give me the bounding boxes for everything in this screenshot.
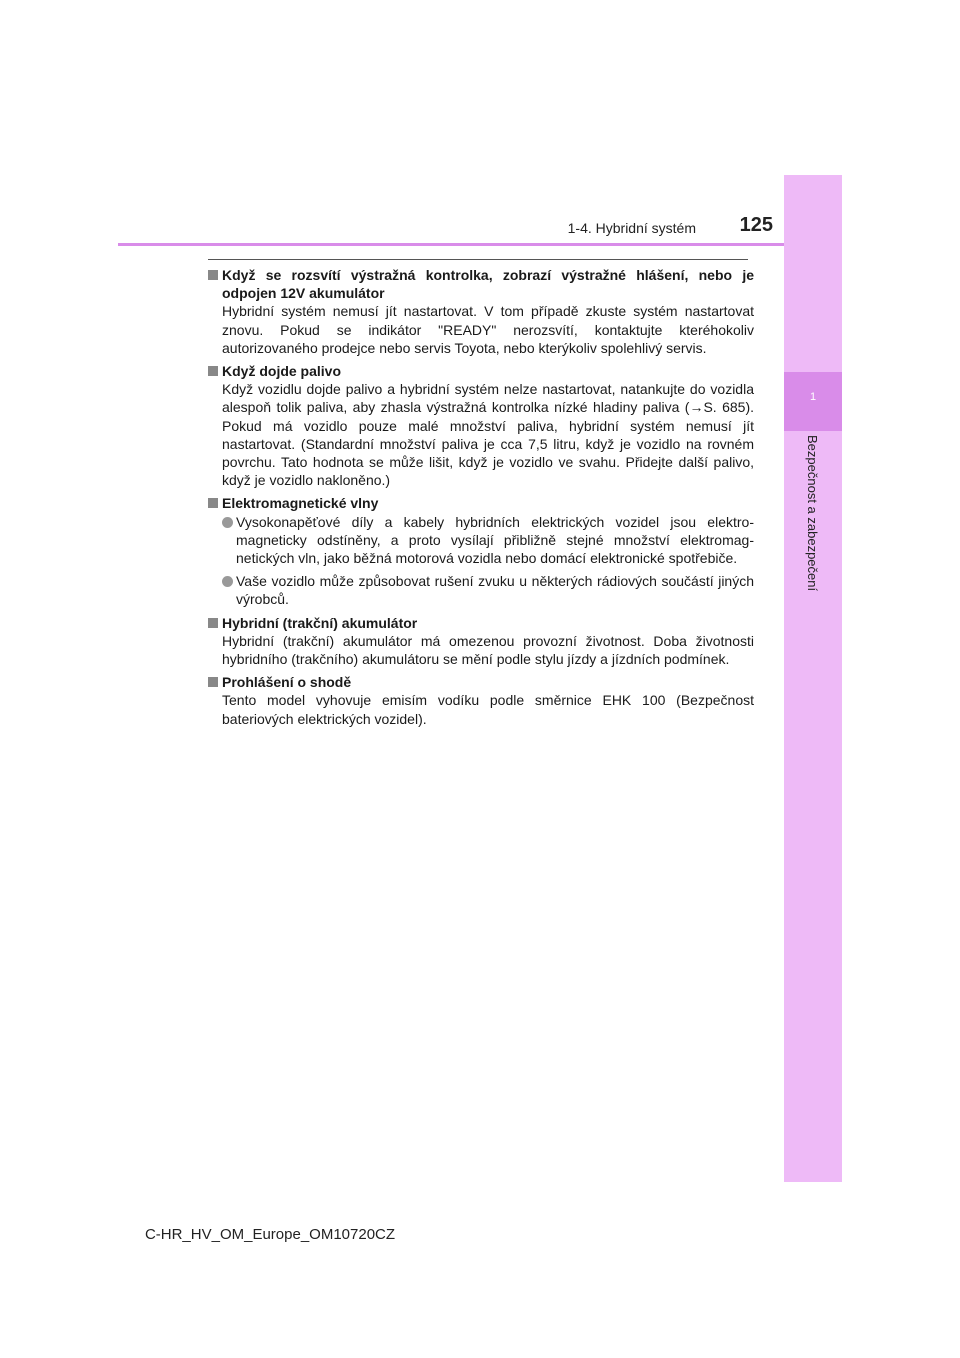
section-traction-battery (208, 614, 754, 669)
chapter-side-tab (784, 175, 842, 1182)
section-paragraph: Když vozidlu dojde palivo a hybridní systém nelze nastartovat, natankujte do vozidla alespoň tolik paliva, aby zhasla výstražná kontrolka nízké hladiny paliva (→S. 685). Pokud má vozidlo pouze malé množství paliva, hybridní systém nemusí jít nastartovat. (Standardní množství paliva je cca 7,5 litru, když je vozidlo na rovném povrchu. Tato hodnota se může lišit, když je vozidlo ve svahu. Přidejte další palivo, když je vozidlo nakloněno.) (222, 381, 754, 489)
chapter-title-container (784, 435, 842, 635)
list-item-text: Vysokonapěťové díly a kabely hybridních elektrických vozidel jsou elektromagneticky odstíněny, a proto vysílají přibližně stejné množství elektromagnetických vln, jako běžná motorová vozidla nebo domácí elektronické spotřebiče. (236, 513, 754, 567)
section-heading (208, 266, 754, 302)
square-bullet-icon (208, 498, 218, 508)
page-content (208, 266, 754, 733)
square-bullet-icon (208, 677, 218, 687)
header-rule (118, 243, 784, 246)
section-declaration-of-conformity (208, 673, 754, 728)
footer-document-code: C-HR_HV_OM_Europe_OM10720CZ (144, 1226, 396, 1243)
content-top-rule (208, 259, 748, 260)
section-heading-text: Když dojde palivo (222, 363, 342, 380)
list-item (222, 513, 754, 568)
page-number: 125 (739, 214, 773, 236)
section-title: 1-4. Hybridní systém (567, 220, 696, 236)
square-bullet-icon (208, 270, 218, 280)
list-item-text: Vaše vozidlo může způsobovat rušení zvuku u některých rádiových součástí jiných výrobců. (236, 573, 754, 608)
section-heading-text: Elektromagnetické vlny (222, 495, 379, 512)
circle-bullet-icon (222, 517, 233, 528)
section-electromagnetic-waves (208, 494, 754, 608)
chapter-number: 1 (809, 391, 817, 403)
chapter-title: Bezpečnost a zabezpečení (805, 435, 820, 592)
section-paragraph: Hybridní systém nemusí jít nastartovat. V tom případě zkuste systém nastartovat znovu. Pokud se indikátor "READY" nerozsvítí, kontaktujte kteréhokoliv autorizovaného prodejce nebo servis Toyota, nebo kterýkoliv spolehlivý servis. (222, 303, 754, 356)
section-heading (208, 362, 754, 380)
section-out-of-fuel (208, 362, 754, 489)
section-heading-text: Hybridní (trakční) akumulátor (222, 614, 418, 631)
section-heading (208, 494, 754, 512)
circle-bullet-icon (222, 576, 233, 587)
section-heading-text: Když se rozsvítí výstražná kontrolka, zobrazí výstražné hlášení, nebo je odpojen 12V akumulátor (222, 267, 754, 302)
square-bullet-icon (208, 366, 218, 376)
section-paragraph: Tento model vyhovuje emisím vodíku podle směrnice EHK 100 (Bezpečnost bateriových elektrických vozidel). (222, 692, 754, 727)
section-paragraph: Hybridní (trakční) akumulátor má omezenou provozní životnost. Doba životnosti hybridního (trakčního) akumulátoru se mění podle stylu jízdy a jízdních podmínek. (222, 632, 754, 668)
section-heading (208, 673, 754, 691)
section-heading (208, 614, 754, 632)
list-item (222, 572, 754, 608)
section-heading-text: Prohlášení o shodě (222, 674, 352, 691)
section-warning-light (208, 266, 754, 357)
square-bullet-icon (208, 618, 218, 628)
